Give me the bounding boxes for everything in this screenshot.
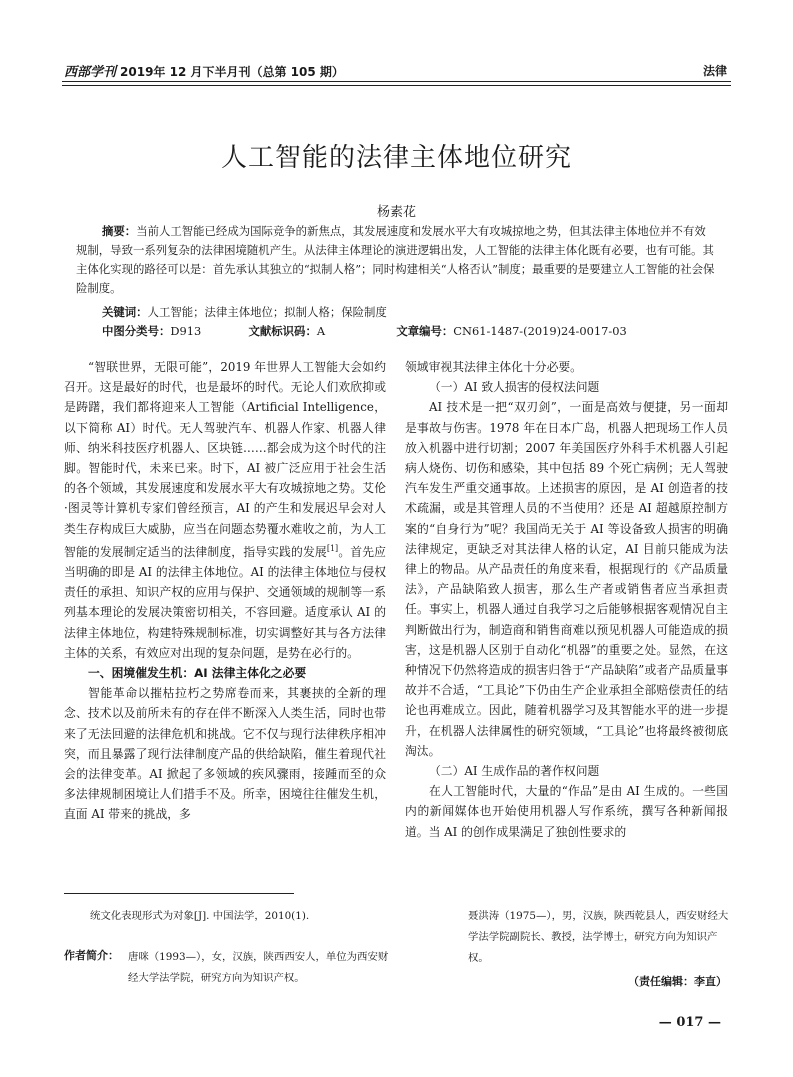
keywords-text: 人工智能；法律主体地位；拟制人格；保险制度 [147, 305, 387, 319]
article-title: 人工智能的法律主体地位研究 [220, 143, 572, 173]
bio-label: 作者简介： [64, 949, 119, 962]
abstract [76, 222, 716, 298]
author-bio: 唐咪（1993—），女，汉族，陕西西安人，单位为西安财经大学法学院，研究方向为知识产权。 [128, 951, 389, 984]
footnote-reference: 统文化表现形式为对象[J]. 中国法学，2010(1). [90, 910, 310, 922]
journal-logo: 西部学刊 [64, 65, 117, 80]
paragraph: 在人工智能时代，大量的“作品”是由 AI 生成的。一些国内的新闻媒体也开始使用机器人写作系统，撰写各种新闻报道。当 AI 的创作成果满足了独创性要求的 [405, 784, 728, 839]
article-no-value: CN61-1487-(2019)24-0017-03 [453, 324, 627, 338]
section-heading: 一、困境催发生机：AI 法律主体化之必要 [88, 665, 307, 680]
author-bio-2: 聂洪涛（1975—），男，汉族，陕西乾县人，西安财经大学法学院副院长、教授，法学博士，研究方向为知识产权。 [468, 910, 729, 964]
subsection-heading: （二）AI 生成作品的著作权问题 [429, 764, 600, 779]
paragraph: 领域审视其法律主体化十分必要。 [405, 360, 582, 374]
footnote-rule [64, 893, 294, 894]
paragraph: 智能革命以摧枯拉朽之势席卷而来，其裹挟的全新的理念、技术以及前所未有的存在伴不断深入人类生活，同时也带来了无法回避的法律危机和挑战。它不仅与现行法律秩序相冲突，而且暴露了现行法律制度产品的供给缺陷，催生着现代社会的法律变革。AI 掀起了多领域的疾风骤雨，接踵而至的众多法律规制困境让人们措手不及。所幸，困境往往催发生机，直面 AI 带来的挑战，多 [64, 686, 386, 822]
responsible-editor: （责任编辑：李直） [628, 975, 727, 988]
paragraph: AI 技术是一把“双刃剑”，一面是高效与便捷，另一面却是事故与伤害。1978 年在日本广岛，机器人把现场工作人员放入机器中进行切割；2007 年美国医疗外科手术机器人引起病人烧伤、切伤和感染，其中包括 89 个死亡病例；无人驾驶汽车发生严重交通事故。上述损害的原因，是 AI 创造者的技术疏漏，或是其管理人员的不当使用？还是 AI 超越原控制方案的“自身行为”呢？我国尚无关于 AI 等设备致人损害的明确法律规定，更缺乏对其法律人格的认定，AI 目前只能成为法律上的物品。从产品责任的角度来看，根据现行的《产品质量法》，产品缺陷致人损害，那么生产者或销售者应当承担责任。事实上，机器人通过自我学习之后能够根据客观情况自主判断做出行为，制造商和销售商难以预见机器人可能造成的损害，这是机器人区别于自动化“机器”的重要之处。显然，在这种情况下仍然将造成的损害归咎于“产品缺陷”或者产品质量事故并不合适，“工具论”下仍由生产企业承担全部赔偿责任的结论也再难成立。因此，随着机器学习及其智能水平的进一步提升，在机器人法律属性的研究领域，“工具论”也将最终被彻底淘汰。 [405, 400, 728, 758]
header-rule [62, 81, 731, 82]
running-header [64, 61, 344, 80]
right-column [405, 357, 728, 842]
header-rule-thin [62, 85, 731, 86]
issue-info: 2019年 12 月下半月刊（总第 105 期） [120, 65, 344, 79]
clc-value: D913 [170, 324, 202, 338]
abstract-label: 摘要： [102, 224, 137, 238]
abstract-text: 当前人工智能已经成为国际竞争的新焦点，其发展速度和发展水平大有攻城掠地之势，但其法律主体地位并不有效规制，导致一系列复杂的法律困境随机产生。从法律主体理论的演进逻辑出发，人工智能的法律主体化既有必要，也有可能。其主体化实现的路径可以是：首先承认其独立的“拟制人格”；同时构建相关“人格否认”制度；最重要的是要建立人工智能的社会保险制度。 [76, 224, 715, 295]
doc-code-value: A [316, 324, 326, 338]
paragraph: “智联世界，无限可能”，2019 年世界人工智能大会如约召开。这是最好的时代，也是最坏的时代。无论人们欢欣抑或是踌躇，我们都将迎来人工智能（Artificial Intelligence，以下简称 AI）时代。无人驾驶汽车、机器人作家、机器人律师、纳米科技医疗机器人、区块链……都会成为这个时代的注脚。智能时代，未来已来。时下，AI 被广泛应用于社会生活的各个领域，其发展速度和发展水平大有攻城掠地之势。艾伦·图灵等计算机专家们曾经预言，AI 的产生和发展迟早会对人类生存构成巨大威胁，应当在问题态势覆水难收之前，为人工智能的发展制定适当的法律制度，指导实践的发展[1]。首先应当明确的即是 AI 的法律主体地位。AI 的法律主体地位与侵权责任的承担、知识产权的应用与保护、交通领域的规制等一系列基本理论的发展决策密切相关，不容回避。适度承认 AI 的法律主体地位，构建特殊规制标准，切实调整好其与各方法律主体的关系，有效应对出现的复杂问题，是势在必行的。 [64, 360, 386, 660]
subsection-heading: （一）AI 致人损害的侵权法问题 [429, 380, 600, 395]
keywords-label: 关键词： [102, 305, 148, 319]
article-author: 杨素花 [376, 205, 416, 220]
doc-code-label: 文献标识码： [248, 324, 317, 338]
section-label: 法律 [702, 64, 727, 78]
page-number: — 017 — [658, 1015, 721, 1030]
article-no-label: 文章编号： [396, 324, 454, 338]
left-column [64, 357, 386, 825]
clc-label: 中图分类号： [102, 324, 171, 338]
keywords [76, 303, 742, 322]
citation-ref: [1] [326, 543, 339, 553]
classification-line [102, 322, 722, 341]
